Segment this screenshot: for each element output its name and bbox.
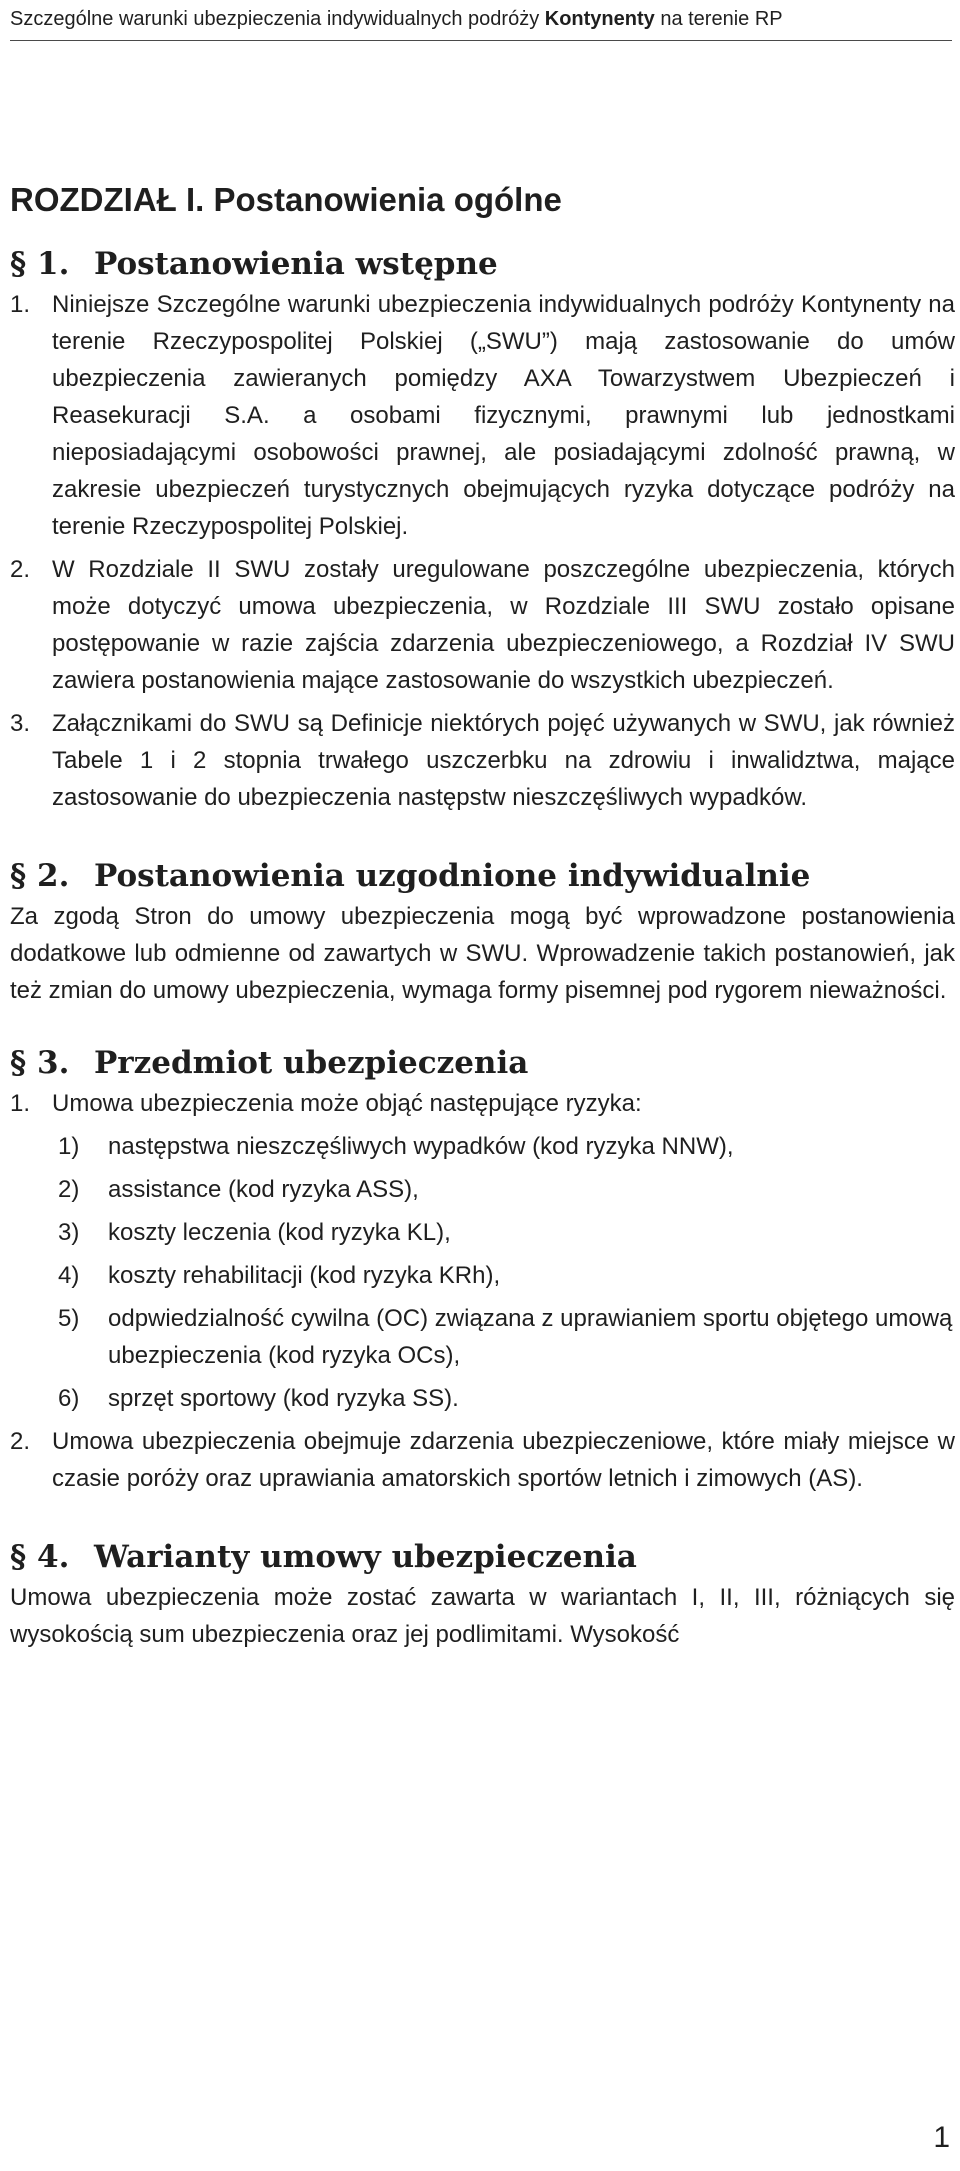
section-title: Przedmiot ubezpieczenia	[94, 1045, 529, 1081]
sub-item-text: sprzęt sportowy (kod ryzyka SS).	[108, 1385, 459, 1412]
section-number: § 3.	[10, 1045, 70, 1081]
sub-item-number: 2)	[58, 1176, 80, 1203]
running-header	[10, 6, 950, 32]
section-1-heading	[10, 244, 955, 284]
sub-list-item	[58, 1128, 955, 1165]
list-item	[10, 1085, 955, 1122]
sub-list-item	[58, 1214, 955, 1251]
sub-list-item	[58, 1257, 955, 1294]
item-number: 1.	[10, 1090, 31, 1117]
section-4-heading	[10, 1537, 955, 1577]
header-rule	[10, 40, 952, 41]
section-number: § 2.	[10, 858, 70, 894]
section-title: Warianty umowy ubezpieczenia	[94, 1539, 637, 1575]
section-number: § 4.	[10, 1539, 70, 1575]
sub-list-item	[58, 1171, 955, 1208]
header-title-bold: Kontynenty	[544, 8, 655, 30]
section-3-heading	[10, 1043, 955, 1083]
sub-item-text: koszty rehabilitacji (kod ryzyka KRh),	[108, 1262, 501, 1289]
list-item	[10, 1423, 955, 1497]
item-text: W Rozdziale II SWU zostały uregulowane poszczególne ubezpieczenia, których może dotyczyć umowa ubezpieczenia, w Rozdziale III SWU zostało opisane postępowanie w razie zajścia zdarzenia ubezpieczeniowego, a Rozdział IV SWU zawiera postanowienia mające zastosowanie do wszystkich ubezpieczeń.	[52, 556, 955, 694]
section-2-paragraph: Za zgodą Stron do umowy ubezpieczenia mogą być wprowadzone postanowienia dodatkowe lub odmienne od zawartych w SWU. Wprowadzenie takich postanowień, jak też zmian do umowy ubezpieczenia, wymaga formy pisemnej pod rygorem nieważności.	[10, 903, 955, 1004]
sub-item-number: 3)	[58, 1219, 80, 1246]
section-title: Postanowienia wstępne	[94, 246, 498, 282]
item-text: Załącznikami do SWU są Definicje niektórych pojęć używanych w SWU, jak również Tabele 1 i 2 stopnia trwałego uszczerbku na zdrowiu i inwalidztwa, mające zastosowanie do ubezpieczenia następstw nieszczęśliwych wypadków.	[52, 710, 955, 811]
item-text: Umowa ubezpieczenia obejmuje zdarzenia ubezpieczeniowe, które miały miejsce w czasie poróży oraz uprawiania amatorskich sportów letnich i zimowych (AS).	[52, 1428, 955, 1492]
page-number: 1	[933, 2121, 950, 2154]
sub-item-number: 1)	[58, 1133, 80, 1160]
list-item	[10, 551, 955, 699]
sub-list-item	[58, 1300, 955, 1374]
list-item	[10, 705, 955, 816]
sub-item-number: 6)	[58, 1385, 80, 1412]
sub-item-text: odpwiedzialność cywilna (OC) związana z uprawianiem sportu objętego umową ubezpieczenia (kod ryzyka OCs),	[108, 1305, 953, 1369]
section-number: § 1.	[10, 246, 70, 282]
sub-item-number: 4)	[58, 1262, 80, 1289]
item-number: 1.	[10, 291, 31, 318]
section-title: Postanowienia uzgodnione indywidualnie	[94, 858, 811, 894]
sub-item-text: assistance (kod ryzyka ASS),	[108, 1176, 419, 1203]
chapter-title: ROZDZIAŁ I. Postanowienia ogólne	[10, 181, 562, 218]
sub-item-text: następstwa nieszczęśliwych wypadków (kod ryzyka NNW),	[108, 1133, 734, 1160]
section-4-paragraph: Umowa ubezpieczenia może zostać zawarta w wariantach I, II, III, różniących się wysokością sum ubezpieczenia oraz jej podlimitami. Wysokość	[10, 1584, 955, 1648]
sub-item-number: 5)	[58, 1305, 80, 1332]
item-number: 2.	[10, 556, 31, 583]
list-item	[10, 286, 955, 545]
header-title-prefix: Szczególne warunki ubezpieczenia indywidualnych podróży	[10, 8, 545, 30]
section-2-heading	[10, 856, 955, 896]
document-body	[10, 178, 955, 1653]
item-text: Niniejsze Szczególne warunki ubezpieczenia indywidualnych podróży Kontynenty na terenie Rzeczypospolitej Polskiej („SWU”) mają zastosowanie do umów ubezpieczenia zawieranych pomiędzy AXA Towarzystwem Ubezpieczeń i Reasekuracji S.A. a osobami fizycznymi, prawnymi lub jednostkami nieposiadającymi osobowości prawnej, ale posiadającymi zdolność prawną, w zakresie ubezpieczeń turystycznych obejmujących ryzyka dotyczące podróży na terenie Rzeczypospolitej Polskiej.	[52, 291, 955, 540]
item-text: Umowa ubezpieczenia może objąć następujące ryzyka:	[52, 1090, 642, 1117]
item-number: 2.	[10, 1428, 31, 1455]
sub-list-item	[58, 1380, 955, 1417]
sub-item-text: koszty leczenia (kod ryzyka KL),	[108, 1219, 451, 1246]
item-number: 3.	[10, 710, 31, 737]
header-title-suffix: na terenie RP	[654, 8, 783, 30]
